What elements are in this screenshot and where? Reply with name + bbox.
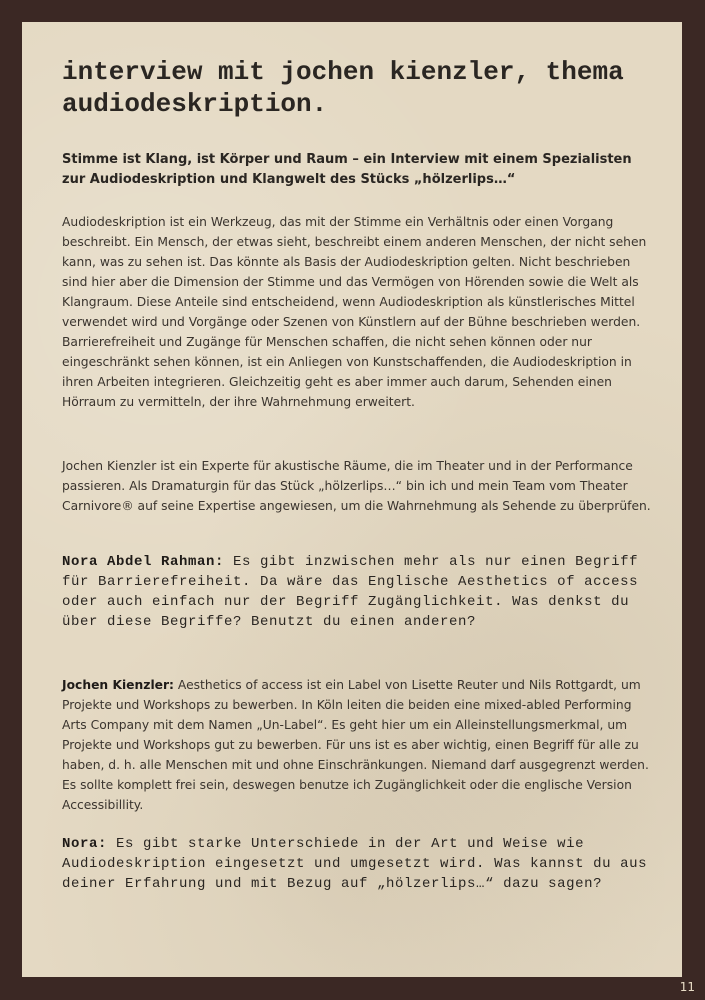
question-1-text: Es gibt inzwischen mehr als nur einen Begriff für Barrierefreiheit. Da wäre das Englische Aesthetics of access oder auch einfach nur der Begriff Zugänglichkeit. Was denkst du über diese Begriffe? Benutzt du einen anderen?: [62, 554, 639, 630]
question-1: [62, 552, 652, 632]
answer-1-speaker: Jochen Kienzler:: [62, 678, 174, 692]
question-2-speaker: Nora:: [62, 836, 108, 852]
lead-paragraph: Stimme ist Klang, ist Körper und Raum – ein Interview mit einem Spezialisten zur Audiodeskription und Klangwelt des Stücks „hölzerlips…“: [62, 152, 632, 187]
question-2: [62, 834, 652, 894]
question-2-text: Es gibt starke Unterschiede in der Art und Weise wie Audiodeskription eingesetzt und umgesetzt wird. Was kannst du aus deiner Erfahrung und mit Bezug auf „hölzerlips…“ dazu sagen?: [62, 836, 648, 892]
answer-1: [62, 675, 652, 815]
kienzler-intro-paragraph: Jochen Kienzler ist ein Experte für akustische Räume, die im Theater und in der Performance passieren. Als Dramaturgin für das Stück „hölzerlips…“ bin ich und mein Team vom Theater Carnivore® auf seine Expertise angewiesen, um die Wahrnehmung als Sehende zu überprüfen.: [62, 459, 651, 513]
page-title: interview mit jochen kienzler, thema audiodeskription.: [62, 57, 624, 119]
question-1-speaker: Nora Abdel Rahman:: [62, 554, 225, 570]
page-number: 11: [679, 980, 695, 994]
page: [22, 22, 682, 977]
intro-paragraph: Audiodeskription ist ein Werkzeug, das mit der Stimme ein Verhältnis oder einen Vorgang beschreibt. Ein Mensch, der etwas sieht, beschreibt einem anderen Menschen, der nicht sehen kann, was zu sehen ist. Das könnte als Basis der Audiodeskription gelten. Nicht beschrieben sind hier aber die Dimension der Stimme und das Vermögen von Hörenden sowie die Welt als Klangraum. Diese Anteile sind entscheidend, wenn Audiodeskription als künstlerisches Mittel verwendet wird und Vorgänge oder Szenen von Künstlern auf der Bühne beschrieben werden. Barrierefreiheit und Zugänge für Menschen schaffen, die nicht sehen können oder nur eingeschränkt sehen können, ist ein Anliegen von Kunstschaffenden, die Audiodeskription in ihren Arbeiten integrieren. Gleichzeitig geht es aber immer auch darum, Sehenden einen Hörraum zu vermitteln, der ihre Wahrnehmung erweitert.: [62, 215, 647, 409]
answer-1-text: Aesthetics of access ist ein Label von Lisette Reuter und Nils Rottgardt, um Projekte und Workshops zu bewerben. In Köln leiten die beiden eine mixed-abled Performing Arts Company mit dem Namen „Un-Label“. Es geht hier um ein Alleinstellungsmerkmal, um Projekte und Workshops gut zu bewerben. Für uns ist es aber wichtig, einen Begriff für alle zu haben, d. h. alle Menschen mit und ohne Einschränkungen. Niemand darf ausgegrenzt werden. Es sollte komplett frei sein, deswegen benutze ich Zugänglichkeit oder die englische Version Accessibillity.: [62, 678, 649, 812]
